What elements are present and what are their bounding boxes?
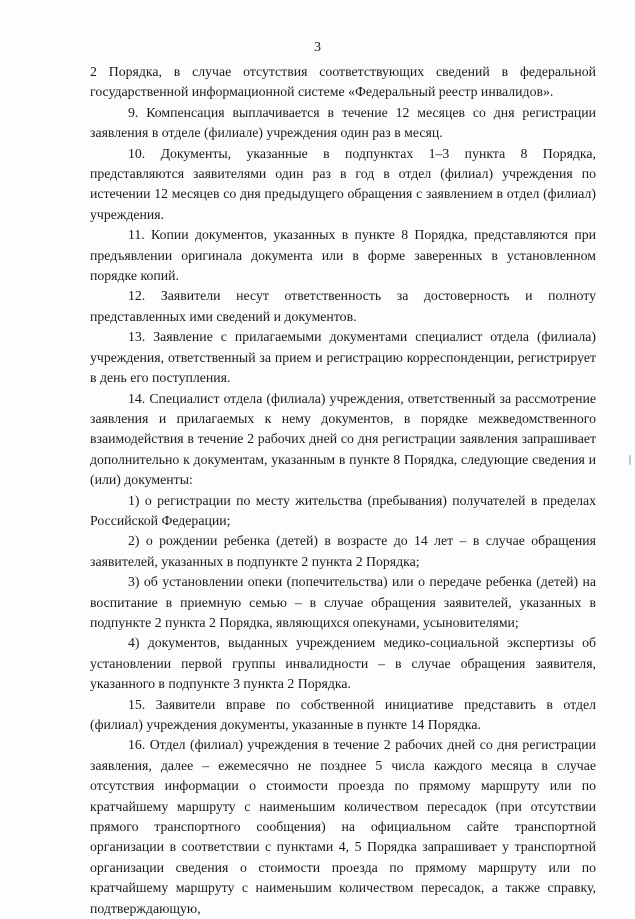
paragraph-16: 16. Отдел (филиал) учреждения в течение 2 рабочих дней со дня регистрации заявления, далее – ежемесячно не позднее 5 числа каждого месяца в случае отсутствия информации о стоимости проезда по прямому маршруту или по кратчайшему маршруту с наименьшим количеством пересадок (при отсутствии прямого транспортного сообщения) на официальном сайте транспортной организации в соответствии с пунктами 4, 5 Порядка запрашивает у транспортной организации сведения о стоимости проезда по прямому маршруту или по кратчайшему маршруту с наименьшим количеством пересадок, а также справку, подтверждающую, <box>90 737 596 916</box>
paragraph-12: 12. Заявители несут ответственность за достоверность и полноту представленных ими сведений и документов. <box>90 288 596 324</box>
paragraph-14-item-2: 2) о рождении ребенка (детей) в возрасте до 14 лет – в случае обращения заявителей, указанных в подпункте 2 пункта 2 Порядка; <box>90 533 596 569</box>
paragraph-14: 14. Специалист отдела (филиала) учреждения, ответственный за рассмотрение заявления и прилагаемых к нему документов, в порядке межведомственного взаимодействия в течение 2 рабочих дней со дня регистрации заявления запрашивает дополнительно к документам, указанным в пункте 8 Порядка, следующие сведения и (или) документы: <box>90 390 596 488</box>
paragraph-9: 9. Компенсация выплачивается в течение 12 месяцев со дня регистрации заявления в отделе (филиале) учреждения один раз в месяц. <box>90 104 596 141</box>
paragraph-14-item-3: 3) об установлении опеки (попечительства) или о передаче ребенка (детей) на воспитание в приемную семью – в случае обращения заявителей, указанных в подпункте 2 пункта 2 Порядка, являющихся опекунами, усыновителями; <box>90 574 596 630</box>
scan-artifact-mark <box>629 455 631 465</box>
paragraph-continuation: 2 Порядка, в случае отсутствия соответствующих сведений в федеральной государственной информационной системе «Федеральный реестр инвалидов». <box>90 64 596 100</box>
paragraph-14-item-4: 4) документов, выданных учреждением медико-социальной экспертизы об установлении первой группы инвалидности – в случае обращения заявителя, указанного в подпункте 3 пункта 2 Порядка. <box>90 635 596 692</box>
paragraph-15: 15. Заявители вправе по собственной инициативе представить в отдел (филиал) учреждения документы, указанные в пункте 14 Порядка. <box>90 696 596 732</box>
page-number: 3 <box>314 40 321 55</box>
paragraph-11: 11. Копии документов, указанных в пункте 8 Порядка, представляются при предъявлении оригинала документа или в форме заверенных в установленном порядке копий. <box>90 227 596 284</box>
document-body <box>90 62 596 919</box>
paragraph-10: 10. Документы, указанные в подпунктах 1–3 пункта 8 Порядка, представляются заявителями один раз в год в отдел (филиал) учреждения по истечении 12 месяцев со дня предыдущего обращения с заявлением в отдел (филиал) учреждения. <box>90 145 596 222</box>
paragraph-14-item-1: 1) о регистрации по месту жительства (пребывания) получателей в пределах Российской Федерации; <box>90 492 596 528</box>
paragraph-13: 13. Заявление с прилагаемыми документами специалист отдела (филиала) учреждения, ответственный за прием и регистрацию корреспонденции, регистрирует в день его поступления. <box>90 329 596 386</box>
